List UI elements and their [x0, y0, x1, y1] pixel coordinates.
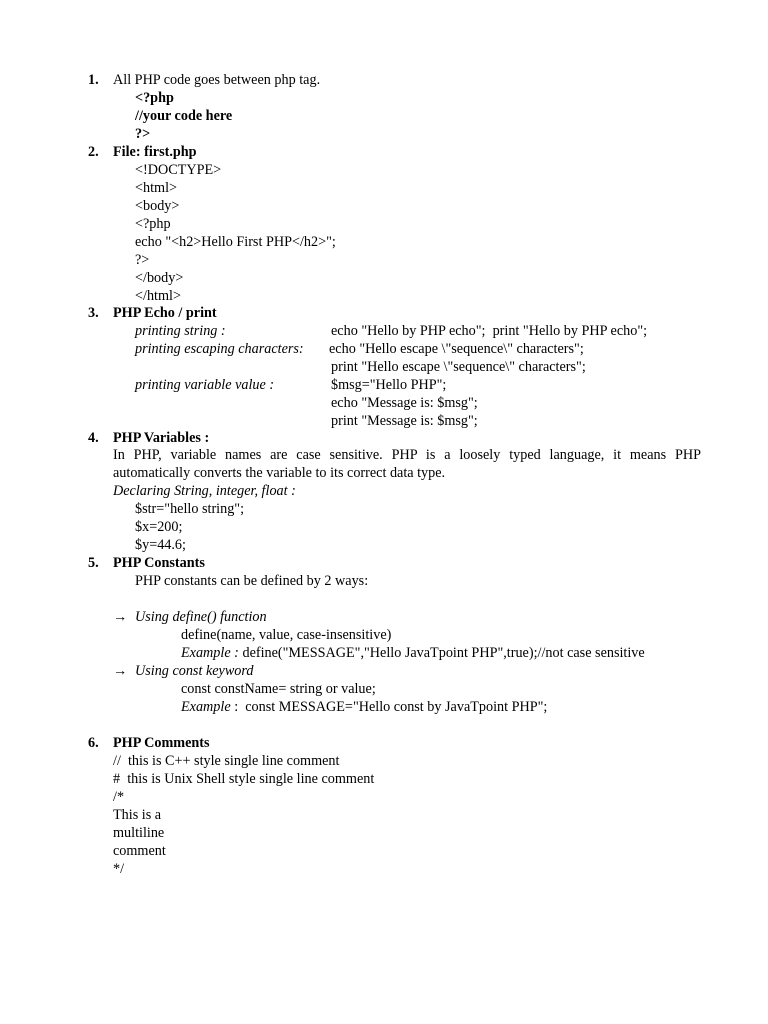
code-line: $y=44.6;: [135, 537, 186, 553]
item-number: 2.: [88, 144, 99, 160]
code-line: $str="hello string";: [135, 501, 245, 517]
item-5-title: PHP Constants: [113, 555, 205, 571]
example-label: Example :: [181, 645, 239, 661]
example-label: Example: [181, 699, 231, 715]
echo-row-label: printing escaping characters:: [135, 341, 304, 357]
code-line: echo "<h2>Hello First PHP</h2>";: [135, 234, 336, 250]
comment-line: // this is C++ style single line comment: [113, 753, 340, 769]
variables-paragraph: In PHP, variable names are case sensitive. PHP is a loosely typed language, it means PHP automatically converts the variable to its correct data type.: [113, 447, 701, 481]
way-example: [181, 698, 547, 716]
way-heading: Using const keyword: [135, 663, 254, 679]
echo-row-code: print "Message is: $msg";: [331, 413, 478, 429]
echo-row-code: print "Hello escape \"sequence\" characters";: [331, 359, 586, 375]
example-code: define("MESSAGE","Hello JavaTpoint PHP",true);//not case sensitive: [238, 645, 645, 661]
code-line: <html>: [135, 180, 178, 196]
code-line: <!DOCTYPE>: [135, 162, 222, 178]
arrow-icon: →: [113, 609, 128, 625]
echo-row-code: echo "Message is: $msg";: [331, 395, 478, 411]
item-2-title: File: first.php: [113, 144, 197, 160]
echo-row-code: echo "Hello by PHP echo"; print "Hello by PHP echo";: [331, 323, 648, 339]
code-line: ?>: [135, 252, 150, 268]
item-number: 6.: [88, 735, 99, 751]
item-4-title: PHP Variables :: [113, 430, 210, 446]
comment-line: This is a: [113, 807, 162, 823]
echo-row-code: echo "Hello escape \"sequence\" characters";: [329, 341, 584, 357]
code-line: </html>: [135, 288, 181, 304]
code-line: $x=200;: [135, 519, 183, 535]
item-1-text: All PHP code goes between php tag.: [113, 72, 321, 88]
item-3-title: PHP Echo / print: [113, 305, 217, 321]
comment-line: */: [113, 861, 125, 877]
arrow-icon: →: [113, 663, 128, 679]
code-line: ?>: [135, 126, 151, 142]
code-line: </body>: [135, 270, 184, 286]
variables-subheading: Declaring String, integer, float :: [113, 483, 296, 499]
echo-row-label: printing variable value :: [135, 377, 275, 393]
way-syntax: define(name, value, case-insensitive): [181, 627, 392, 643]
comment-line: /*: [113, 789, 125, 805]
way-example: [181, 644, 645, 662]
item-number: 3.: [88, 305, 99, 321]
comment-line: multiline: [113, 825, 165, 841]
item-6-title: PHP Comments: [113, 735, 210, 751]
item-number: 5.: [88, 555, 99, 571]
way-syntax: const constName= string or value;: [181, 681, 376, 697]
code-line: <?php: [135, 90, 174, 106]
item-number: 1.: [88, 72, 99, 88]
echo-row-code: $msg="Hello PHP";: [331, 377, 447, 393]
comment-line: # this is Unix Shell style single line comment: [113, 771, 375, 787]
echo-row-label: printing string :: [135, 323, 226, 339]
comment-line: comment: [113, 843, 166, 859]
code-line: //your code here: [135, 108, 233, 124]
item-number: 4.: [88, 430, 99, 446]
code-line: <body>: [135, 198, 180, 214]
constants-intro: PHP constants can be defined by 2 ways:: [135, 573, 369, 589]
example-code: : const MESSAGE="Hello const by JavaTpoint PHP";: [230, 699, 548, 715]
way-heading: Using define() function: [135, 609, 267, 625]
code-line: <?php: [135, 216, 171, 232]
